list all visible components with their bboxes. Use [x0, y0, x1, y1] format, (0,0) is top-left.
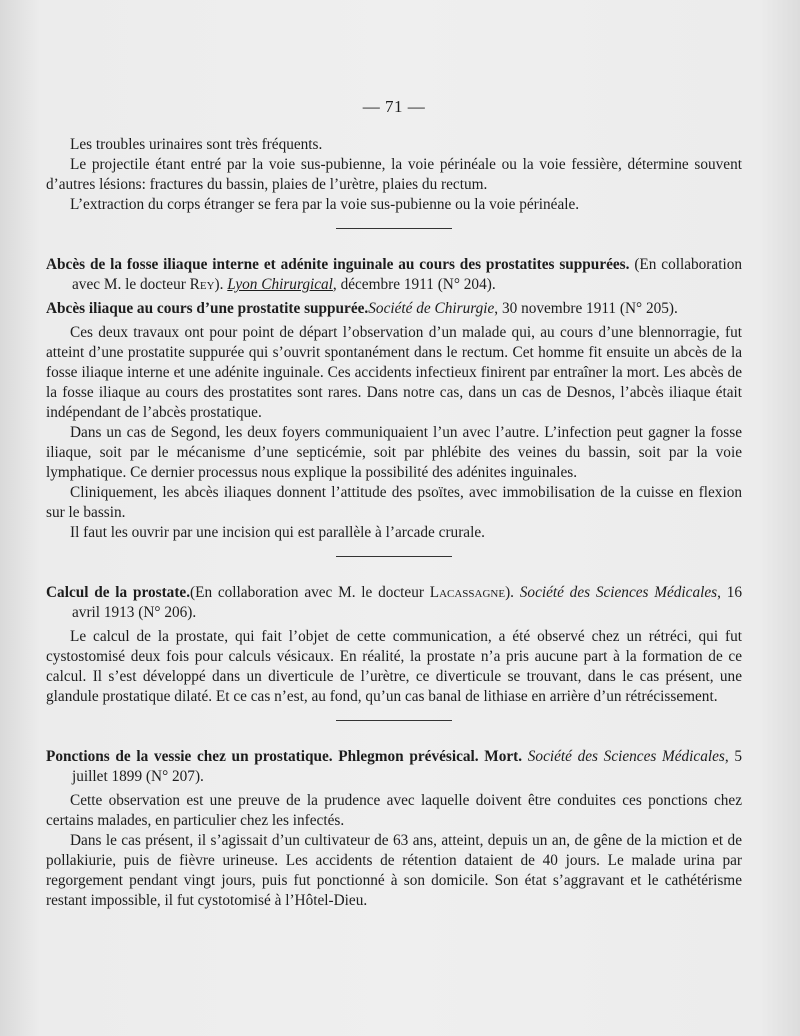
reference-title: Ponctions de la vessie chez un prostatique. Phlegmon prévésical. Mort.	[46, 748, 523, 765]
reference-title: Calcul de la prostate.	[46, 584, 191, 601]
paragraph: Dans un cas de Segond, les deux foyers communiquaient l’un avec l’autre. L’infection peut gagner la fosse iliaque, soit par le mécanisme d’une septicémie, soit par phlébite des veines du bassin, soit par la voie lymphatique. Ce dernier processus nous explique la possibilité des adénites inguinales.	[46, 424, 742, 481]
paragraph: Dans le cas présent, il s’agissait d’un cultivateur de 63 ans, atteint, depuis un an, de gêne de la miction et de pollakiurie, puis de fièvre urineuse. Les accidents de rétention dataient de 40 jours. Le malade urina par regorgement pendant vingt jours, puis fut ponctionné à son domicile. Son état s’aggravant et le cathétérisme restant impossible, il fut cystotomisé à l’Hôtel-Dieu.	[46, 832, 742, 909]
reference-journal: Société des Sciences Médicales	[519, 584, 718, 601]
reference-entry	[46, 583, 742, 623]
reference-details: , 30 novembre 1911 (N° 205).	[494, 300, 678, 317]
reference-entry	[46, 255, 742, 295]
reference-author: Lacassagne	[429, 584, 506, 601]
paragraph: Cette observation est une preuve de la prudence avec laquelle doivent être conduites ces ponctions chez certains malades, en particulier chez les infectés.	[46, 792, 742, 829]
reference-collab-end: ).	[214, 276, 228, 293]
paragraph: Le projectile étant entré par la voie sus-pubienne, la voie périnéale ou la voie fessière, détermine souvent d’autres lésions: fractures du bassin, plaies de l’urètre, plaies du rectum.	[46, 156, 742, 193]
paragraph: Il faut les ouvrir par une incision qui est parallèle à l’arcade crurale.	[70, 524, 485, 541]
reference-title: Abcès de la fosse iliaque interne et adénite inguinale au cours des prostatites suppurées.	[46, 256, 630, 273]
section-divider	[336, 556, 452, 557]
section-divider	[336, 720, 452, 721]
reference-entry	[46, 299, 742, 319]
page-number: — 71 —	[362, 97, 426, 116]
paragraph: Le calcul de la prostate, qui fait l’objet de cette communication, a été observé chez un rétréci, qui fut cystostomisé deux fois pour calculs vésicaux. En réalité, la prostate n’a pris aucune part à la formation de ce calcul. Il s’est développé dans un diverticule de l’urètre, ce diverticule se trouvant, dans le cas présent, une glandule prostatique dilaté. Et ce cas n’est, au fond, qu’un cas banal de lithiase en arrière d’un rétrécissement.	[46, 628, 742, 705]
reference-journal: Lyon Chirurgical	[227, 276, 333, 293]
reference-title: Abcès iliaque au cours d’une prostatite suppurée.	[46, 300, 369, 317]
paragraph: Cliniquement, les abcès iliaques donnent l’attitude des psoïtes, avec immobilisation de la cuisse en flexion sur le bassin.	[46, 484, 742, 521]
section-divider	[336, 228, 452, 229]
paragraph: L’extraction du corps étranger se fera par la voie sus-pubienne ou la voie périnéale.	[70, 196, 580, 213]
paragraph: Ces deux travaux ont pour point de départ l’observation d’un malade qui, au cours d’une blennorragie, fut atteint d’une prostatite suppurée qui s’ouvrit spontanément dans le rectum. Cet homme fit ensuite un abcès de la fosse iliaque interne et une adénite inguinale. Ces accidents infectieux finirent par entraîner la mort. Les abcès de la fosse iliaque au cours des prostatites sont rares. Dans notre cas, dans un cas de Desnos, l’abcès iliaque était indépendant de l’abcès prostatique.	[46, 324, 742, 421]
reference-journal: Société des Sciences Médicales	[527, 748, 725, 765]
reference-entry	[46, 747, 742, 787]
reference-author: Rey	[189, 276, 215, 293]
reference-collab: (En collaboration avec M. le docteur	[72, 256, 742, 293]
reference-details: , 5 juillet 1899 (N° 207).	[72, 748, 743, 785]
page-content	[46, 97, 742, 911]
reference-collab: (En collaboration avec M. le docteur	[190, 584, 430, 601]
reference-collab-end: ).	[505, 584, 520, 601]
paragraph: Les troubles urinaires sont très fréquents.	[70, 136, 323, 153]
reference-details: , décembre 1911 (N° 204).	[332, 276, 496, 293]
reference-journal: Société de Chirurgie	[368, 300, 495, 317]
reference-details: , 16 avril 1913 (N° 206).	[72, 584, 742, 621]
